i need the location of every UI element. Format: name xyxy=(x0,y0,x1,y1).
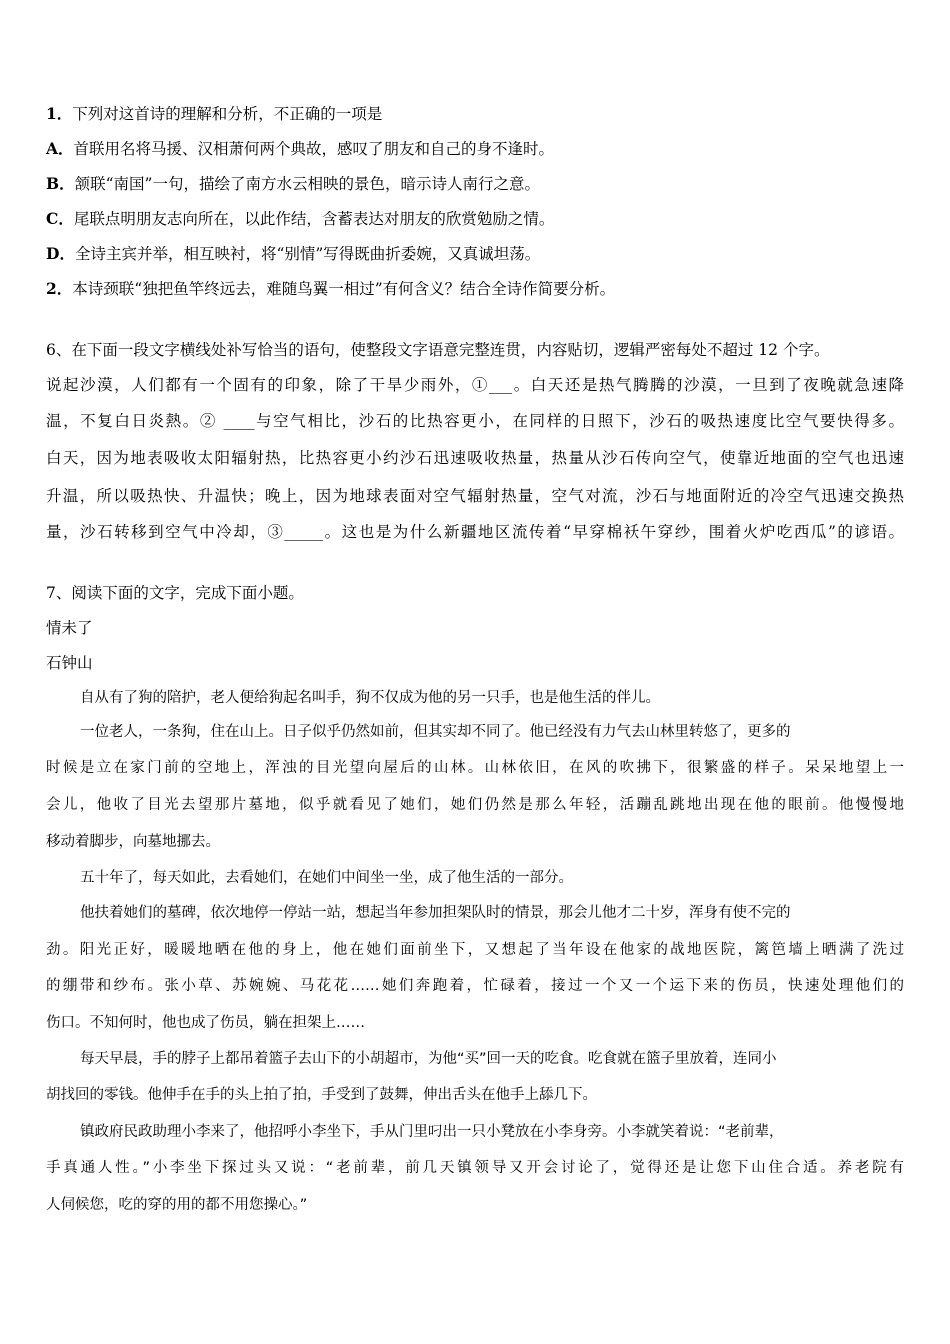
article-line: 的绷带和纱布。张小草、苏婉婉、马花花……她们奔跑着，忙碌着，接过一个又一个运下来的伤员，快速处理他们的 xyxy=(46,978,904,994)
article-line: 手真通人性。”小李坐下探过头又说：“老前辈，前几天镇领导又开会讨论了，觉得还是让您下山住合适。养老院有 xyxy=(46,1160,904,1176)
article-paragraph: 五十年了，每天如此，去看她们，在她们中间坐一坐，成了他生活的一部分。 xyxy=(80,870,573,886)
option-text: 尾联点明朋友志向所在，以此作结，含蓄表达对朋友的欣赏勉励之情。 xyxy=(73,210,555,228)
option-key: A． xyxy=(46,139,74,158)
sub-question-2 xyxy=(46,279,910,299)
passage-line: 白天，因为地表吸收太阳辐射热，比热容更小约沙石迅速吸收热量，热量从沙石传向空气，使靠近地面的空气也迅速 xyxy=(46,449,904,467)
option-text: 颔联“南国”一句，描绘了南方水云相映的景色，暗示诗人南行之意。 xyxy=(74,175,540,193)
article-line: 镇政府民政助理小李来了，他招呼小李坐下，手从门里叼出一只小凳放在小李身旁。小李就笑着说：“老前辈， xyxy=(80,1124,784,1140)
sub-question-text: 本诗颈联“独把鱼竿终远去，难随鸟翼一相过”有何含义？结合全诗作简要分析。 xyxy=(72,280,616,298)
article-line: 会儿，他收了目光去望那片墓地，似乎就看见了她们，她们仍然是那么年轻，活蹦乱跳地出现在他的眼前。他慢慢地 xyxy=(46,797,904,813)
option-text: 全诗主宾并举，相互映衬，将“别情”写得既曲折委婉，又真诚坦荡。 xyxy=(74,245,541,263)
option-key: C． xyxy=(46,209,74,228)
article-line: 劲。阳光正好，暖暖地晒在他的身上，他在她们面前坐下，又想起了当年设在他家的战地医院，篱笆墙上晒满了洗过 xyxy=(46,942,904,958)
article-line: 一位老人，一条狗，住在山上。日子似乎仍然如前，但其实却不同了。他已经没有力气去山林里转悠了，更多的 xyxy=(80,724,791,740)
question-6-prompt: 6、在下面一段文字横线处补写恰当的语句，使整段文字语意完整连贯，内容贴切，逻辑严密每处不超过 12 个字。 xyxy=(46,341,830,359)
article-title: 情未了 xyxy=(46,619,93,637)
passage-line: 升温，所以吸热快、升温快；晚上，因为地球表面对空气辐射热量，空气对流，沙石与地面附近的冷空气迅速交换热 xyxy=(46,487,904,505)
article-line: 移动着脚步，向墓地挪去。 xyxy=(46,834,220,850)
passage-line: 温，不复白日炎熱。② ____与空气相比，沙石的比热容更小，在同样的日照下，沙石的吸热速度比空气要快得多。 xyxy=(46,412,904,430)
article-paragraph: 自从有了狗的陪护，老人便给狗起名叫手，狗不仅成为他的另一只手，也是他生活的伴儿。 xyxy=(80,690,660,706)
article-author: 石钟山 xyxy=(46,654,93,672)
sub-question-number: 1． xyxy=(46,104,73,123)
passage-line: 说起沙漠，人们都有一个固有的印象，除了干旱少雨外，①___。白天还是热气腾腾的沙漠，一旦到了夜晚就急速降 xyxy=(46,376,904,394)
question-7-prompt: 7、阅读下面的文字，完成下面小题。 xyxy=(46,584,304,602)
sub-question-number: 2． xyxy=(46,279,73,298)
option-c xyxy=(46,209,910,229)
article-line: 每天早晨，手的脖子上都吊着篮子去山下的小胡超市，为他“买”回一天的吃食。吃食就在篮子里放着，连同小 xyxy=(80,1051,777,1067)
article-line: 时候是立在家门前的空地上，浑浊的目光望向屋后的山林。山林依旧，在风的吹拂下，很繁盛的样子。呆呆地望上一 xyxy=(46,760,904,776)
option-text: 首联用名将马援、汉相萧何两个典故，感叹了朋友和自己的身不逢时。 xyxy=(73,140,555,158)
option-a xyxy=(46,139,910,159)
article-line: 胡找回的零钱。他伸手在手的头上拍了拍，手受到了鼓舞，伸出舌头在他手上舔几下。 xyxy=(46,1087,597,1103)
article-line: 他扶着她们的墓碑，依次地停一停站一站，想起当年参加担架队时的情景，那会儿他才二十岁，浑身有使不完的 xyxy=(80,905,791,921)
article-line: 伤口。不知何时，他也成了伤员，躺在担架上…… xyxy=(46,1015,365,1031)
sub-question-text: 下列对这首诗的理解和分析，不正确的一项是 xyxy=(72,105,383,123)
option-b xyxy=(46,174,910,194)
option-d xyxy=(46,244,910,264)
option-key: B． xyxy=(46,174,75,193)
option-key: D． xyxy=(46,244,75,263)
sub-question-1 xyxy=(46,104,910,124)
article-line: 人伺候您，吃的穿的用的都不用您操心。” xyxy=(46,1197,308,1213)
passage-line: 量，沙石转移到空气中冷却，③_____。这也是为什么新疆地区流传着“早穿棉袄午穿纱，围着火炉吃西瓜”的谚语。 xyxy=(46,523,904,541)
